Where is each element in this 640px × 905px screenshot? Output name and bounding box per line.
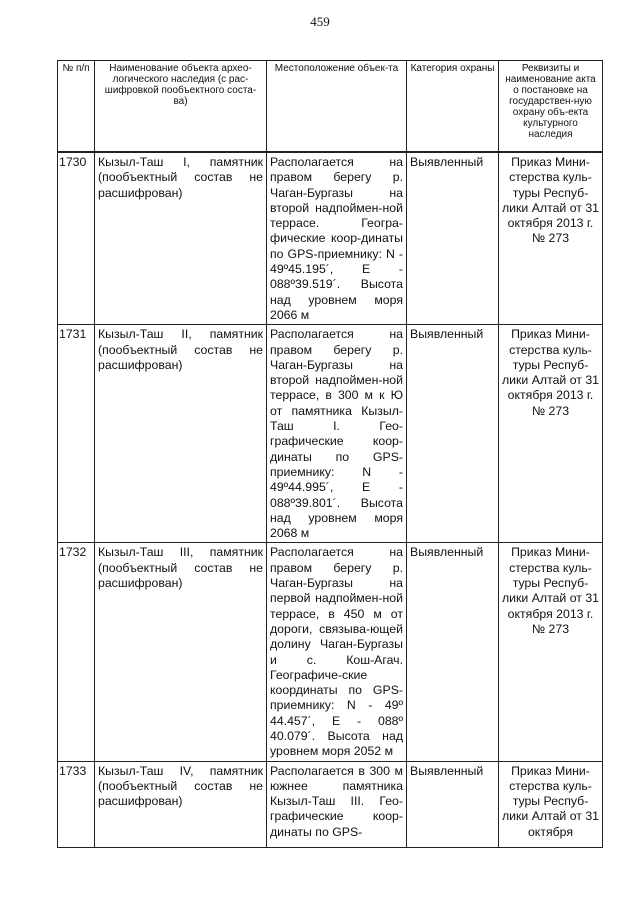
row-number: 1732 [58, 543, 95, 761]
object-name: Кызыл-Таш II, памятник (пообъектный состав не расшифрован) [95, 325, 267, 543]
table-row [58, 152, 603, 325]
protection-category: Выявленный [407, 152, 499, 325]
page-number: 459 [310, 14, 330, 29]
object-name [95, 761, 267, 847]
row-number-text: 1733 [59, 763, 87, 778]
row-number: 1731 [58, 325, 95, 543]
object-name: Кызыл-Таш I, памятник (пообъектный состав не расшифрован) [95, 152, 267, 325]
row-number [58, 761, 95, 847]
object-location: Располагается на правом берегу р. Чаган-Бургазы на второй надпоймен-ной террасе. Геогра-фические коор-динаты по GPS-приемнику: N - 49º45.195´, E - 088º39.519´. Высота над уровнем моря 2066 м [267, 152, 407, 325]
table-header-row [58, 61, 603, 153]
heritage-objects-table [57, 60, 603, 848]
object-location: Располагается на правом берегу р. Чаган-Бургазы на первой надпоймен-ной террасе, в 450 м от дороги, связыва-ющей долину Чаган-Бургазы и с. Кош-Агач. Географиче-ские координаты по GPS-приемнику: N - 49º 44.457´, E - 088º 40.079´. Высота над уровнем моря 2052 м [267, 543, 407, 761]
table-row [58, 543, 603, 761]
protection-category: Выявленный [407, 543, 499, 761]
header-location: Местоположение объек-та [267, 61, 407, 153]
act-details: Приказ Мини-стерства куль-туры Респуб-лики Алтай от 31 октября 2013 г. № 273 [499, 543, 603, 761]
act-details [499, 761, 603, 847]
protection-category-text: Выявленный [410, 763, 484, 778]
object-location: Располагается на правом берегу р. Чаган-Бургазы на второй надпоймен-ной террасе, в 300 м к Ю от памятника Кызыл-Таш I. Гео-графические коор-динаты по GPS-приемнику: N - 49º44.995´, E - 088º39.801´. Высота над уровнем моря 2068 м [267, 325, 407, 543]
object-name-text: Кызыл-Таш IV, памятник (пообъектный состав не расшифрован) [98, 763, 263, 809]
header-number: № п/п [58, 61, 95, 153]
row-number: 1730 [58, 152, 95, 325]
header-act-details: Реквизиты и наименование акта о постановке на государствен-ную охрану объ-екта культурного наследия [499, 61, 603, 153]
object-location-text: Располагается в 300 м южнее памятника Кызыл-Таш III. Гео-графические коор-динаты по GPS- [270, 763, 403, 839]
header-object-name: Наименование объекта архео-логического наследия (с рас-шифровкой пообъектного соста-ва) [95, 61, 267, 153]
protection-category [407, 761, 499, 847]
protection-category: Выявленный [407, 325, 499, 543]
act-details: Приказ Мини-стерства куль-туры Респуб-лики Алтай от 31 октября 2013 г. № 273 [499, 325, 603, 543]
table-row [58, 761, 603, 847]
object-location [267, 761, 407, 847]
table-row [58, 325, 603, 543]
header-protection-category: Категория охраны [407, 61, 499, 153]
act-details-text: Приказ Мини-стерства куль-туры Респуб-лики Алтай от 31 октября [502, 763, 599, 839]
object-name: Кызыл-Таш III, памятник (пообъектный состав не расшифрован) [95, 543, 267, 761]
act-details: Приказ Мини-стерства куль-туры Респуб-лики Алтай от 31 октября 2013 г. № 273 [499, 152, 603, 325]
